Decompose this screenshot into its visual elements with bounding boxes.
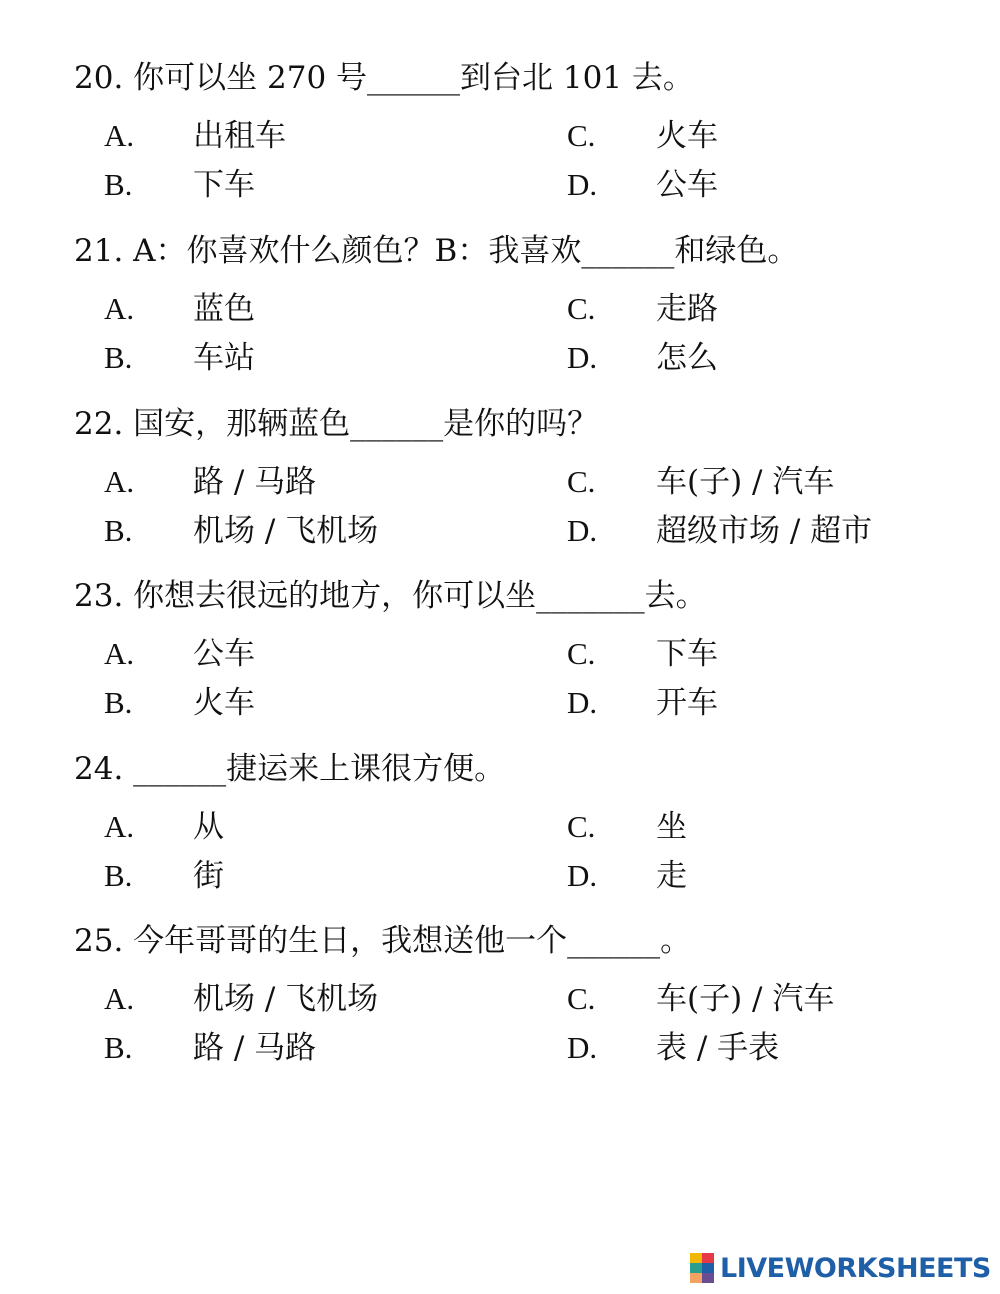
- option-a[interactable]: [104, 289, 504, 329]
- options-group: [74, 462, 974, 562]
- option-letter: B.: [104, 685, 133, 720]
- option-text: 公车: [193, 636, 255, 672]
- question-25: [74, 921, 974, 1079]
- question-prompt: 20. 你可以坐 270 号______到台北 101 去。: [74, 60, 694, 96]
- question-23: [74, 576, 974, 734]
- option-d[interactable]: [567, 338, 967, 378]
- option-letter: C.: [567, 118, 596, 153]
- option-d[interactable]: [567, 683, 967, 723]
- option-letter: D.: [567, 167, 598, 202]
- option-d[interactable]: [567, 165, 967, 205]
- question-prompt: 21. A：你喜欢什么颜色？B：我喜欢______和绿色。: [74, 233, 799, 269]
- logo-mark-cell: [690, 1263, 702, 1273]
- option-letter: D.: [567, 513, 598, 548]
- option-text: 车(子) / 汽车: [656, 981, 835, 1017]
- option-text: 出租车: [193, 118, 286, 154]
- option-text: 表 / 手表: [656, 1030, 780, 1066]
- options-group: [74, 634, 974, 734]
- option-b[interactable]: [104, 1028, 504, 1068]
- option-text: 路 / 马路: [193, 1030, 317, 1066]
- option-text: 公车: [656, 167, 718, 203]
- option-text: 蓝色: [193, 291, 255, 327]
- option-text: 火车: [656, 118, 718, 154]
- option-letter: B.: [104, 167, 133, 202]
- option-letter: A.: [104, 291, 135, 326]
- question-20: [74, 58, 974, 216]
- options-group: [74, 979, 974, 1079]
- option-letter: D.: [567, 685, 598, 720]
- option-d[interactable]: [567, 511, 967, 551]
- options-group: [74, 116, 974, 216]
- option-a[interactable]: [104, 116, 504, 156]
- option-text: 下车: [656, 636, 718, 672]
- option-c[interactable]: [567, 116, 967, 156]
- option-letter: C.: [567, 464, 596, 499]
- logo-text: LIVEWORKSHEETS: [720, 1252, 991, 1284]
- option-text: 火车: [193, 685, 255, 721]
- option-letter: C.: [567, 981, 596, 1016]
- option-a[interactable]: [104, 462, 504, 502]
- option-b[interactable]: [104, 683, 504, 723]
- question-prompt: 23. 你想去很远的地方，你可以坐_______去。: [74, 578, 707, 614]
- option-c[interactable]: [567, 807, 967, 847]
- logo-mark-cell: [690, 1253, 702, 1263]
- question-24: [74, 749, 974, 907]
- option-b[interactable]: [104, 338, 504, 378]
- logo-mark-icon: [690, 1253, 714, 1283]
- option-letter: B.: [104, 340, 133, 375]
- option-letter: D.: [567, 340, 598, 375]
- question-21: [74, 231, 974, 389]
- option-text: 路 / 马路: [193, 464, 317, 500]
- option-letter: B.: [104, 513, 133, 548]
- option-letter: A.: [104, 118, 135, 153]
- option-a[interactable]: [104, 979, 504, 1019]
- logo-mark-cell: [702, 1273, 714, 1283]
- option-text: 走路: [656, 291, 718, 327]
- option-text: 走: [656, 858, 687, 894]
- option-text: 从: [193, 809, 224, 845]
- question-prompt: 24. ______捷运来上课很方便。: [74, 751, 506, 787]
- option-a[interactable]: [104, 807, 504, 847]
- option-text: 怎么: [656, 340, 718, 376]
- option-text: 坐: [656, 809, 687, 845]
- option-b[interactable]: [104, 511, 504, 551]
- option-letter: D.: [567, 858, 598, 893]
- logo-mark-cell: [690, 1273, 702, 1283]
- option-letter: C.: [567, 636, 596, 671]
- option-text: 开车: [656, 685, 718, 721]
- option-a[interactable]: [104, 634, 504, 674]
- option-letter: B.: [104, 858, 133, 893]
- option-text: 机场 / 飞机场: [193, 981, 379, 1017]
- option-letter: B.: [104, 1030, 133, 1065]
- option-c[interactable]: [567, 979, 967, 1019]
- question-22: [74, 404, 974, 562]
- option-c[interactable]: [567, 289, 967, 329]
- option-letter: A.: [104, 636, 135, 671]
- options-group: [74, 807, 974, 907]
- option-text: 机场 / 飞机场: [193, 513, 379, 549]
- option-text: 超级市场 / 超市: [656, 513, 873, 549]
- option-b[interactable]: [104, 165, 504, 205]
- question-prompt: 25. 今年哥哥的生日，我想送他一个______。: [74, 923, 692, 959]
- option-letter: C.: [567, 809, 596, 844]
- option-text: 车站: [193, 340, 255, 376]
- option-c[interactable]: [567, 462, 967, 502]
- option-text: 街: [193, 858, 224, 894]
- logo-mark-cell: [702, 1253, 714, 1263]
- option-letter: C.: [567, 291, 596, 326]
- options-group: [74, 289, 974, 389]
- option-c[interactable]: [567, 634, 967, 674]
- option-letter: A.: [104, 464, 135, 499]
- option-letter: A.: [104, 981, 135, 1016]
- option-text: 车(子) / 汽车: [656, 464, 835, 500]
- question-prompt: 22. 国安，那辆蓝色______是你的吗？: [74, 406, 599, 442]
- option-d[interactable]: [567, 856, 967, 896]
- option-d[interactable]: [567, 1028, 967, 1068]
- liveworksheets-logo: [690, 1250, 991, 1286]
- logo-mark-cell: [702, 1263, 714, 1273]
- option-b[interactable]: [104, 856, 504, 896]
- option-letter: A.: [104, 809, 135, 844]
- option-text: 下车: [193, 167, 255, 203]
- option-letter: D.: [567, 1030, 598, 1065]
